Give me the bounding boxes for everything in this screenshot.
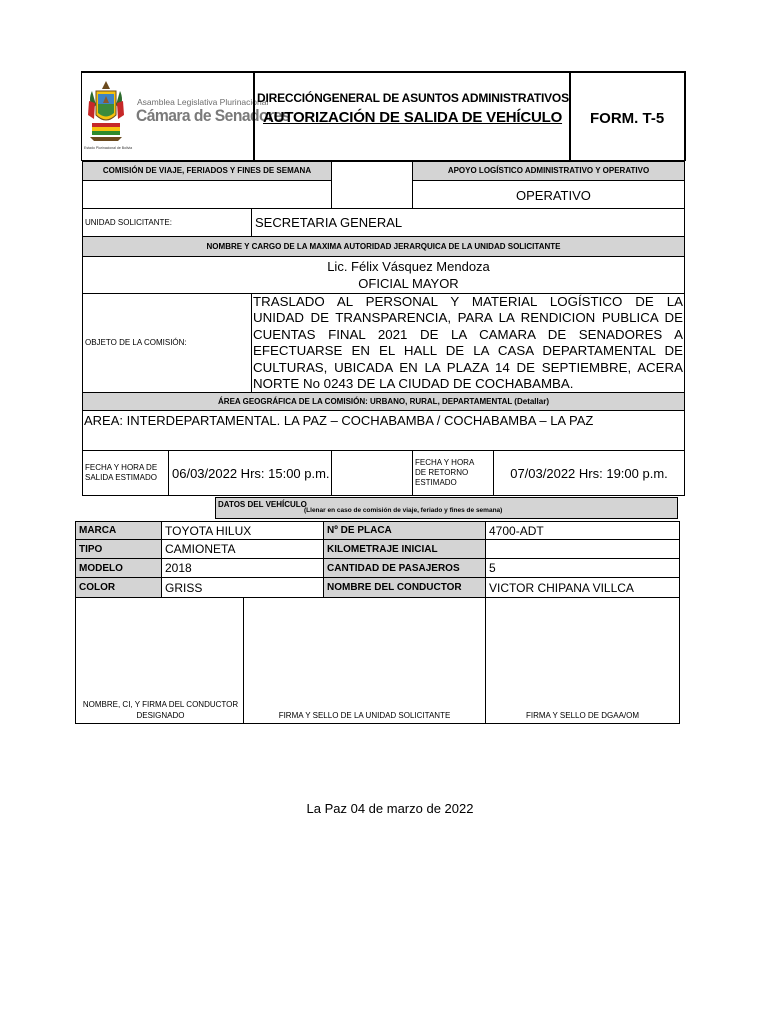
direction-title: DIRECCIÓNGENERAL DE ASUNTOS ADMINISTRATIVOS — [257, 91, 569, 105]
objective-line: NORTE No 0243 DE LA CIUDAD DE COCHABAMBA. — [253, 376, 574, 392]
vehicle-value-driver: VICTOR CHIPANA VILLCA — [485, 577, 680, 598]
vehicle-value-type: CAMIONETA — [161, 539, 324, 559]
dates-spacer-cell — [331, 450, 413, 496]
objective-line: EFECTUARSE EN EL HALL DE LA CASA DEPARTAMENTAL DE — [253, 343, 683, 359]
vehicle-value-passengers: 5 — [485, 558, 680, 578]
coat-of-arms-icon — [86, 79, 126, 145]
vehicle-value-color: GRISS — [161, 577, 324, 598]
header-divider — [569, 73, 571, 161]
header-divider — [253, 73, 255, 161]
type-support-value: OPERATIVO — [412, 180, 685, 209]
area-header: ÁREA GEOGRÁFICA DE LA COMISIÓN: URBANO, RURAL, DEPARTAMENTAL (Detallar) — [82, 392, 685, 411]
vehicle-header-cell — [215, 497, 678, 519]
place-date: La Paz 04 de marzo de 2022 — [306, 801, 474, 816]
vehicle-label-type: TIPO — [75, 539, 162, 559]
signature-unit-cell — [243, 597, 486, 724]
signature-driver-cell — [75, 597, 244, 724]
objective-text — [251, 293, 685, 393]
unit-label: UNIDAD SOLICITANTE: — [82, 208, 252, 237]
signature-driver-label: NOMBRE, CI, Y FIRMA DEL CONDUCTOR DESIGNADO — [82, 700, 239, 720]
area-value: AREA: INTERDEPARTAMENTAL. LA PAZ – COCHABAMBA / COCHABAMBA – LA PAZ — [82, 410, 685, 451]
form-title: AUTORIZACIÓN DE SALIDA DE VEHÍCULO — [263, 109, 563, 126]
vehicle-label-plate: Nº DE PLACA — [323, 521, 486, 540]
type-travel-value — [82, 180, 332, 209]
vehicle-header: DATOS DEL VEHÍCULO — [218, 500, 307, 509]
vehicle-label-mileage: KILOMETRAJE INICIAL — [323, 539, 486, 559]
signature-dgaa-cell — [485, 597, 680, 724]
vehicle-table — [75, 521, 680, 598]
vehicle-note: (Llenar en caso de comisión de viaje, feriado y fines de semana) — [304, 507, 503, 514]
vehicle-value-model: 2018 — [161, 558, 324, 578]
logo-line2: Cámara de Senadores — [136, 106, 290, 125]
vehicle-label-model: MODELO — [75, 558, 162, 578]
objective-line: CUENTAS FINAL 2021 DE LA CAMARA DE SENADORES A — [253, 326, 683, 342]
vehicle-label-color: COLOR — [75, 577, 162, 598]
logo-cell — [82, 73, 290, 160]
objective-line: UNIDAD DE TRANSPARENCIA, PARA LA RENDICION PUBLICA DE — [253, 310, 683, 326]
form-code: FORM. T-5 — [590, 110, 665, 127]
logo-sub: Estado Plurinacional de Bolivia — [84, 146, 133, 150]
authority-name: Lic. Félix Vásquez Mendoza — [327, 259, 490, 274]
vehicle-label-passengers: CANTIDAD DE PASAJEROS — [323, 558, 486, 578]
unit-value: SECRETARIA GENERAL — [251, 208, 685, 237]
type-center-cell — [331, 161, 413, 209]
type-travel-header: COMISIÓN DE VIAJE, FERIADOS Y FINES DE SEMANA — [82, 161, 332, 181]
objective-label: OBJETO DE LA COMISIÓN: — [82, 293, 252, 393]
vehicle-value-mileage — [485, 539, 680, 559]
signature-dgaa-label: FIRMA Y SELLO DE DGAA/OM — [525, 710, 640, 720]
signature-unit-label: FIRMA Y SELLO DE LA UNIDAD SOLICITANTE — [278, 710, 451, 720]
vehicle-value-brand: TOYOTA HILUX — [161, 521, 324, 540]
objective-line: CULTURAS, UBICADA EN LA PLAZA 14 DE SEPTIEMBRE, ACERA — [253, 359, 683, 375]
return-value: 07/03/2022 Hrs: 19:00 p.m. — [493, 450, 685, 496]
return-label: FECHA Y HORA DE RETORNO ESTIMADO — [412, 450, 494, 496]
departure-value: 06/03/2022 Hrs: 15:00 p.m. — [168, 450, 332, 496]
vehicle-value-plate: 4700-ADT — [485, 521, 680, 540]
departure-label: FECHA Y HORA DE SALIDA ESTIMADO — [82, 450, 169, 496]
vehicle-label-brand: MARCA — [75, 521, 162, 540]
authority-position: OFICIAL MAYOR — [358, 276, 459, 291]
objective-line: TRASLADO AL PERSONAL Y MATERIAL LOGÍSTICO DE LA — [253, 294, 683, 309]
authority-header: NOMBRE Y CARGO DE LA MAXIMA AUTORIDAD JERARQUICA DE LA UNIDAD SOLICITANTE — [82, 236, 685, 257]
vehicle-label-driver: NOMBRE DEL CONDUCTOR — [323, 577, 486, 598]
logo-line1: Asamblea Legislativa Plurinacional — [137, 97, 269, 107]
type-support-header: APOYO LOGÍSTICO ADMINISTRATIVO Y OPERATIVO — [412, 161, 685, 181]
